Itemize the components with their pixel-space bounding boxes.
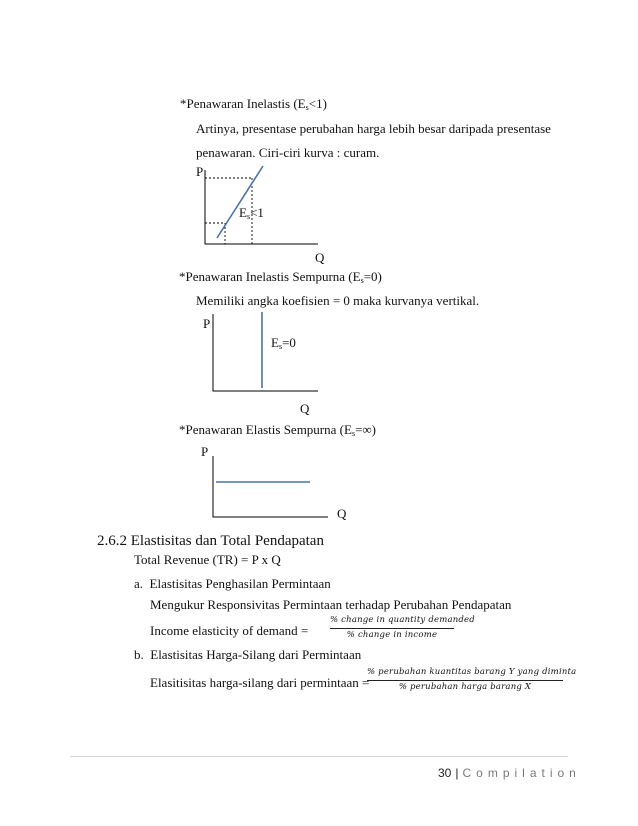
item-a-fraction-bar <box>330 628 454 629</box>
inelastis-sempurna-graph-elasticity-label: $E_s=0$ <box>271 335 296 351</box>
inelastis-sempurna-graph-q-label: Q <box>300 401 310 416</box>
elastis-sempurna-graph-q-label: Q <box>337 506 347 521</box>
item-b-numerator: % perubahan kuantitas barang Y yang diminta <box>367 667 577 677</box>
page-footer <box>438 766 581 780</box>
inelastis-sempurna-axes <box>213 314 318 391</box>
elastis-sempurna-title: *Penawaran Elastis Sempurna $(E_s=\infty)$ <box>179 422 376 438</box>
inelastis-desc-line1: Artinya, presentase perubahan harga lebih besar daripada presentase <box>196 121 551 136</box>
item-b-fraction <box>367 667 577 695</box>
inelastis-graph-elasticity-label: $E_s<1$ <box>239 205 264 221</box>
inelastis-title: *Penawaran Inelastis $(E_s<1)$ <box>180 96 327 112</box>
elastis-sempurna-graph <box>213 456 328 517</box>
inelastis-supply-curve <box>217 166 263 238</box>
item-a-fraction <box>330 615 475 643</box>
page-number: 30 <box>438 766 452 780</box>
elastis-sempurna-graph-p-label: P <box>201 444 209 459</box>
footer-title: Compilation <box>462 766 581 780</box>
item-b-label: b. Elastisitas Harga-Silang dari Permintaan <box>134 647 362 662</box>
inelastis-sempurna-graph-p-label: P <box>203 316 211 331</box>
inelastis-sempurna-desc: Memiliki angka koefisien = 0 maka kurvanya vertikal. <box>196 293 480 308</box>
item-a-numerator: % change in quantity demanded <box>330 615 475 625</box>
inelastis-sempurna-graph <box>213 312 318 391</box>
item-a-desc: Mengukur Responsivitas Permintaan terhadap Perubahan Pendapatan <box>150 597 512 612</box>
elastis-sempurna-axes <box>213 456 328 517</box>
footer-separator: | <box>455 766 459 780</box>
inelastis-graph-p-label: P <box>196 164 204 179</box>
item-b-denominator: % perubahan harga barang X <box>398 682 532 692</box>
item-b-formula-left: Elasitisitas harga-silang dari permintaan = <box>150 675 370 690</box>
section-heading: 2.6.2 Elastisitas dan Total Pendapatan <box>97 533 324 549</box>
item-a-label: a. Elastisitas Penghasilan Permintaan <box>134 576 331 591</box>
inelastis-desc-line2: penawaran. Ciri-ciri kurva : curam. <box>196 145 380 160</box>
tr-formula: Total Revenue (TR) = P x Q <box>134 552 281 567</box>
footer-divider <box>70 756 568 757</box>
item-b-fraction-bar <box>367 680 563 681</box>
inelastis-sempurna-title: *Penawaran Inelastis Sempurna $(E_s=0)$ <box>179 269 382 285</box>
inelastis-graph-q-label: Q <box>315 250 325 265</box>
item-a-denominator: % change in income <box>346 630 438 640</box>
item-a-formula-left: Income elasticity of demand = <box>150 623 309 638</box>
